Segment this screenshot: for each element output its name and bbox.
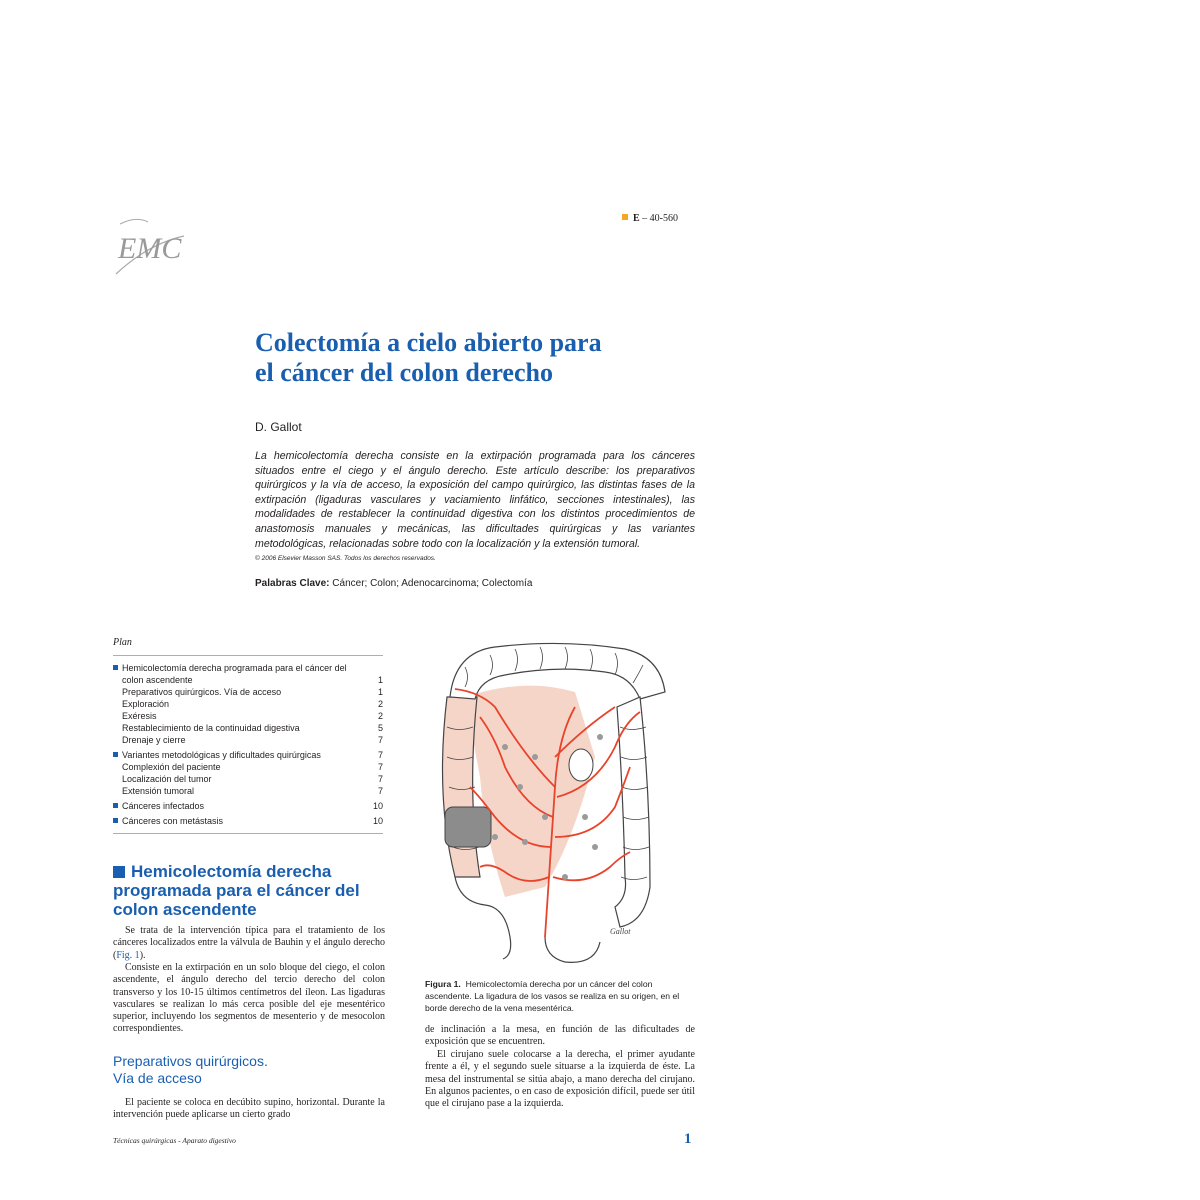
bowel-loop [569,749,593,781]
plan-item-label: Extensión tumoral [122,786,195,796]
figure-reference-link[interactable]: Fig. 1 [116,949,140,961]
plan-item[interactable] [113,722,383,734]
plan-item[interactable] [113,662,383,686]
abstract: La hemicolectomía derecha consiste en la extirpación programada para los cánceres situados entre el ciego y el ángulo derecho. Este artículo describe: los preparativos quirúrgicos y la vía de acceso, la exposición del campo quirúrgico, las distintas fases de la extirpación (ligaduras vasculares y vaciamiento linfático, secciones intestinales), las modalidades de restablecer la continuidad digestiva con los distintos procedimientos de anastomosis manuales y mecánicas, las dificultades quirúrgicas y las variantes metodológicas, relacionadas sobre todo con la localización y la extensión tumoral. [255,450,695,550]
plan-item-page: 5 [377,723,383,733]
plan-item-label: Restablecimiento de la continuidad digestiva [122,723,300,733]
figure-caption [425,978,695,1014]
subsection-heading [113,1053,385,1087]
orange-square-icon [622,214,628,220]
footer-page-number: 1 [684,1131,692,1147]
descending-colon [615,697,650,927]
plan-item[interactable] [113,761,383,773]
copyright: © 2006 Elsevier Masson SAS. Todos los derechos reservados. [255,555,436,562]
plan-item-page: 7 [377,735,383,745]
subsection-heading-line-1: Preparativos quirúrgicos. [113,1053,268,1069]
sigmoid [545,937,600,962]
section-heading-text: Hemicolectomía derecha programada para el cáncer del colon ascendente [113,862,360,919]
plan-item-page: 1 [377,675,383,685]
plan-item-label: Exéresis [122,711,157,721]
plan-item[interactable] [113,710,383,722]
plan-list [113,662,383,834]
plan-item-label: Hemicolectomía derecha programada para el cáncer del colon ascendente [122,663,347,685]
footer-journal: Técnicas quirúrgicas - Aparato digestivo [113,1136,236,1145]
blue-square-icon [113,866,125,878]
article-title-line-1: Colectomía a cielo abierto para [255,328,602,357]
keywords [255,578,532,589]
plan-item-page: 10 [372,816,383,826]
plan-item-page: 7 [377,786,383,796]
emc-logo-text: EMC [118,232,182,265]
plan-item-page: 7 [377,762,383,772]
plan-item-label: Drenaje y cierre [122,735,186,745]
plan-item-label: Preparativos quirúrgicos. Vía de acceso [122,687,282,697]
figure-label: Figura 1. [425,979,461,989]
keywords-label: Palabras Clave: [255,578,330,589]
plan-item-label: Complexión del paciente [122,762,221,772]
plan-item-label: Exploración [122,699,170,709]
plan-title: Plan [113,637,383,656]
document-code [622,213,678,224]
colon-illustration [425,637,695,967]
plan-item[interactable] [113,785,383,797]
plan-item[interactable] [113,749,383,761]
body-text: Se trata de la intervención típica para el tratamiento de los cánceres localizados entre la válvula de Bauhin y el ángulo derecho ( [113,925,385,961]
section-heading [113,862,388,919]
subsection-heading-line-2: Vía de acceso [113,1070,202,1086]
body-paragraph: El paciente se coloca en decúbito supino, horizontal. Durante la intervención puede aplicarse un cierto grado [113,1097,385,1121]
artist-signature: Gallot [610,927,631,936]
body-paragraph: El cirujano suele colocarse a la derecha, el primer ayudante frente a él, y el segundo suele situarse a la izquierda de éste. La mesa del instrumental se sitúa abajo, a mano derecha del cirujano. En algunos pacientes, o en caso de exposición difícil, puede ser útil que el cirujano pase a la izquierda. [425,1049,695,1110]
plan-box [113,637,383,834]
article-title-line-2: el cáncer del colon derecho [255,358,553,387]
plan-item-page: 2 [377,711,383,721]
plan-item[interactable] [113,815,383,827]
figure-caption-text: Hemicolectomía derecha por un cáncer del colon ascendente. La ligadura de los vasos se realiza en su origen, en el borde derecho de la vena mesentérica. [425,979,680,1013]
appendix [455,877,511,959]
plan-item[interactable] [113,773,383,785]
plan-item-page: 2 [377,699,383,709]
body-text: ). [139,949,146,961]
article-title [255,328,715,388]
emc-logo [108,214,188,280]
author: D. Gallot [255,420,302,434]
plan-item[interactable] [113,800,383,812]
tumor [445,807,491,847]
plan-item-page: 7 [377,774,383,784]
document-code-number: – 40-560 [642,213,679,224]
plan-item[interactable] [113,698,383,710]
plan-item[interactable] [113,734,383,746]
plan-item-label: Cánceres infectados [122,801,205,811]
plan-item-page: 1 [377,687,383,697]
plan-item-page: 7 [377,750,383,760]
plan-item-label: Cánceres con metástasis [122,816,224,826]
document-code-prefix: E [633,213,640,224]
body-paragraph [113,925,385,962]
plan-item[interactable] [113,686,383,698]
plan-item-label: Variantes metodológicas y dificultades quirúrgicas [122,750,321,760]
body-paragraph: de inclinación a la mesa, en función de las dificultades de exposición que se encuentren. [425,1024,695,1048]
plan-item-label: Localización del tumor [122,774,212,784]
plan-item-page: 10 [372,801,383,811]
body-paragraph: Consiste en la extirpación en un solo bloque del ciego, el colon ascendente, el ángulo derecho del tercio derecho del colon transverso y los 10-15 últimos centímetros del íleon. Las ligaduras vasculares se realizan lo más cerca posible del eje mesentérico superior, incluyendo los segmentos de mesenterio y de mesocolon correspondientes. [113,962,385,1035]
keywords-text: Cáncer; Colon; Adenocarcinoma; Colectomía [332,578,533,589]
